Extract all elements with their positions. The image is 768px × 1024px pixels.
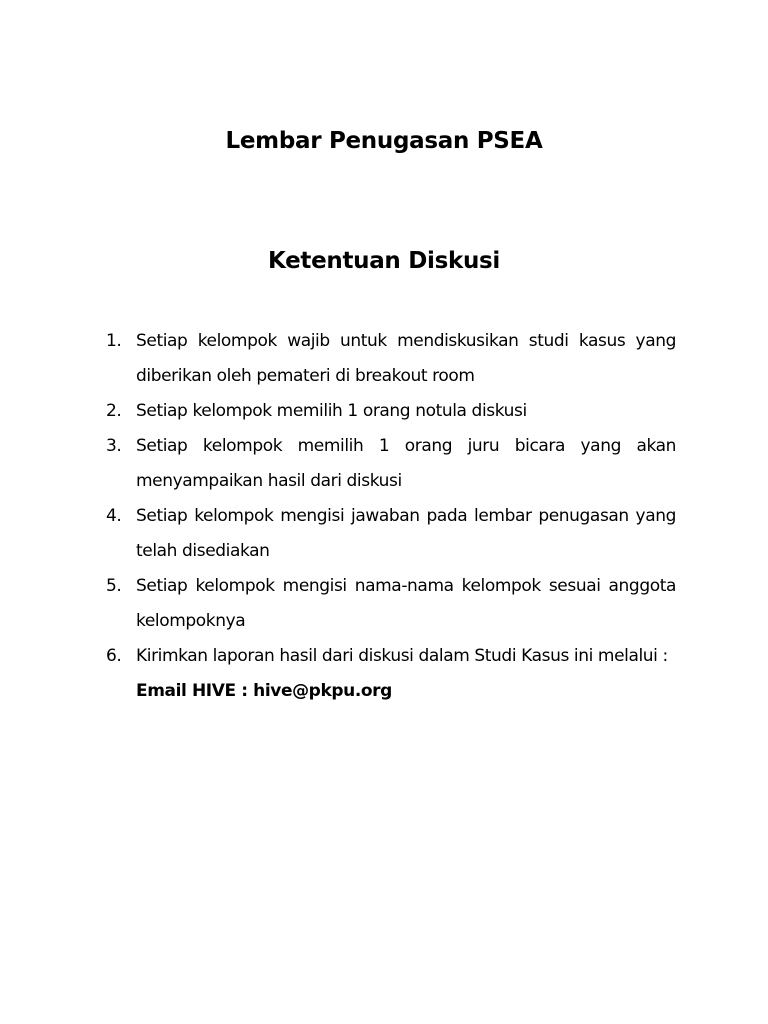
email-contact: Email HIVE : hive@pkpu.org	[136, 681, 392, 701]
rules-list	[106, 324, 676, 709]
list-item-text: Setiap kelompok wajib untuk mendiskusikan studi kasus yang diberikan oleh pemateri di breakout room	[136, 331, 676, 386]
list-item-number: 2.	[106, 401, 122, 421]
list-item	[106, 499, 676, 569]
list-item-text: Setiap kelompok mengisi jawaban pada lembar penugasan yang telah disediakan	[136, 506, 676, 561]
list-item	[106, 569, 676, 639]
list-item-number: 6.	[106, 646, 122, 666]
list-item	[106, 324, 676, 394]
list-item-text: Setiap kelompok memilih 1 orang notula diskusi	[136, 401, 527, 421]
list-item-number: 5.	[106, 576, 122, 596]
list-item-text: Kirimkan laporan hasil dari diskusi dalam Studi Kasus ini melalui :	[136, 646, 668, 666]
list-item	[106, 429, 676, 499]
list-item-text: Setiap kelompok mengisi nama-nama kelompok sesuai anggota kelompoknya	[136, 576, 676, 631]
list-item-number: 3.	[106, 436, 122, 456]
list-item	[106, 639, 676, 709]
list-item	[106, 394, 676, 429]
list-item-number: 1.	[106, 331, 122, 351]
list-item-number: 4.	[106, 506, 122, 526]
list-item-text: Setiap kelompok memilih 1 orang juru bicara yang akan menyampaikan hasil dari diskusi	[136, 436, 676, 491]
document-title: Lembar Penugasan PSEA	[225, 128, 543, 154]
section-heading: Ketentuan Diskusi	[267, 248, 501, 274]
